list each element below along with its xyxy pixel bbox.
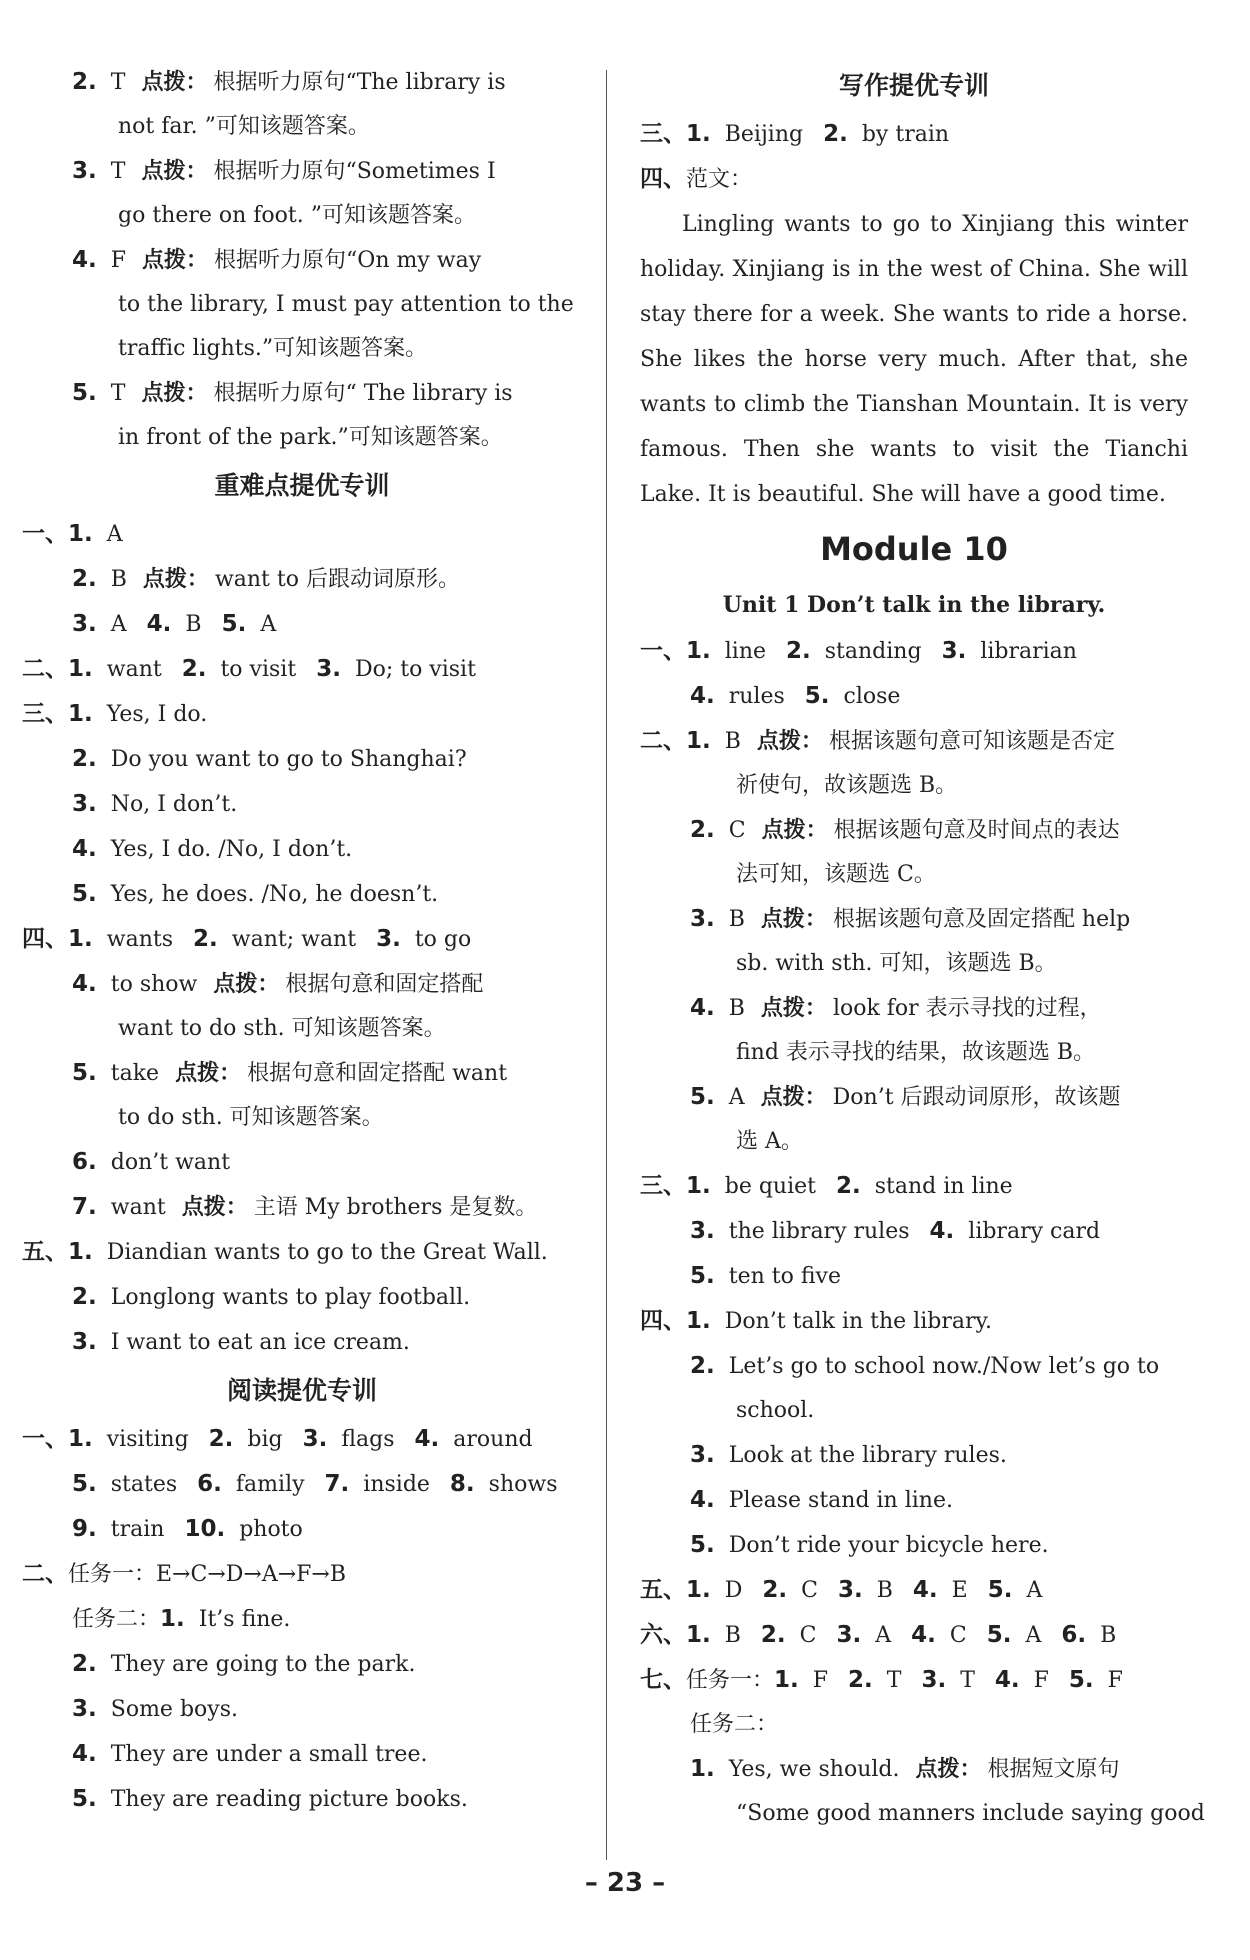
answer-text: A	[728, 1085, 745, 1110]
answer-text: Yes, he does. /No, he doesn’t.	[110, 882, 439, 907]
answer-text: B	[724, 1623, 741, 1648]
hint-text: look for 表示寻找的过程，	[832, 996, 1102, 1021]
answer-line	[22, 1417, 582, 1462]
answer-text: Let’s go to school now./Now let’s go to	[728, 1354, 1160, 1379]
answer-text: D	[724, 1578, 743, 1603]
question-number: 3.	[72, 158, 97, 184]
answer-text: They are reading picture books.	[110, 1787, 468, 1812]
answer-text: Look at the library rules.	[728, 1443, 1007, 1468]
question-number: 10.	[184, 1516, 226, 1542]
question-number: 2.	[823, 121, 848, 147]
continuation-line: traffic lights.”可知该题答案。	[118, 336, 428, 361]
answer-line	[640, 1209, 1188, 1254]
continuation-line: sb. with sth. 可知，该题选 B。	[736, 951, 1057, 976]
section-heading: 重难点提优专训	[214, 471, 390, 500]
question-number: 6.	[197, 1471, 222, 1497]
answer-line	[22, 371, 582, 416]
question-number: 2.	[690, 1353, 715, 1379]
answer-line	[640, 157, 1188, 202]
answer-line	[22, 149, 582, 194]
answer-text: librarian	[980, 639, 1077, 664]
hint-text: 根据该题句意及固定搭配 help	[832, 907, 1131, 932]
answer-text: Diandian wants to go to the Great Wall.	[106, 1240, 548, 1265]
answer-line	[22, 512, 582, 557]
answer-text: rules	[728, 684, 785, 709]
task-label: 任务二：	[72, 1607, 161, 1632]
answer-line	[22, 1507, 582, 1552]
question-number: 3.	[72, 1329, 97, 1355]
question-number: 2.	[193, 926, 218, 952]
question-number: 1.	[686, 1622, 711, 1648]
question-number: 2.	[181, 656, 207, 682]
answer-text: T	[110, 159, 126, 184]
continuation-line: find 表示寻找的结果，故该题选 B。	[736, 1040, 1096, 1065]
question-number: 1.	[686, 1308, 711, 1334]
continuation-line: go there on foot. ”可知该题答案。	[118, 203, 476, 228]
page-number: – 23 –	[584, 1868, 666, 1898]
answer-text: Don’t ride your bicycle here.	[728, 1533, 1049, 1558]
answer-line	[640, 112, 1188, 157]
answer-text: the library rules	[728, 1219, 910, 1244]
question-number: 5.	[690, 1532, 715, 1558]
question-number: 1.	[686, 121, 711, 147]
answer-text: to go	[414, 927, 472, 952]
section-number: 一、	[22, 1426, 68, 1452]
section-heading: 写作提优专训	[838, 71, 989, 100]
question-number: 5.	[690, 1263, 715, 1289]
question-number: 3.	[837, 1577, 863, 1603]
answer-text: flags	[341, 1427, 395, 1452]
question-number: 3.	[72, 791, 97, 817]
question-number: 4.	[912, 1577, 938, 1603]
section-number: 六、	[640, 1622, 686, 1648]
question-number: 7.	[72, 1194, 97, 1220]
question-number: 1.	[68, 1239, 93, 1265]
hint-label: 点拨：	[141, 70, 208, 95]
question-number: 2.	[762, 1577, 788, 1603]
answer-text: A	[106, 522, 123, 547]
question-number: 3.	[316, 656, 341, 682]
answer-line	[640, 1523, 1188, 1568]
answer-line	[22, 1230, 582, 1275]
answer-text: A	[1025, 1623, 1042, 1648]
question-number: 1.	[68, 926, 93, 952]
answer-line	[22, 872, 582, 917]
question-number: 8.	[449, 1471, 475, 1497]
question-number: 9.	[72, 1516, 97, 1542]
answer-line	[22, 692, 582, 737]
question-number: 3.	[941, 638, 967, 664]
answer-text: states	[110, 1472, 178, 1497]
question-number: 3.	[690, 906, 715, 932]
section-number: 四、	[640, 1308, 686, 1334]
question-number: 1.	[68, 656, 93, 682]
answer-text: F	[1107, 1668, 1123, 1693]
hint-text: 根据该题句意及时间点的表达	[833, 818, 1120, 843]
question-number: 2.	[208, 1426, 234, 1452]
answer-text: B	[728, 996, 745, 1021]
question-number: 1.	[686, 1577, 711, 1603]
answer-text: wants	[106, 927, 173, 952]
answer-text: B	[728, 907, 745, 932]
answer-text: T	[960, 1668, 975, 1693]
question-number: 4.	[72, 971, 97, 997]
answer-line	[22, 238, 582, 283]
answer-text: B	[876, 1578, 893, 1603]
question-number: 4.	[911, 1622, 936, 1648]
answer-text: around	[453, 1427, 533, 1452]
answer-text: family	[235, 1472, 305, 1497]
answer-text: They are going to the park.	[110, 1652, 416, 1677]
section-number: 三、	[640, 1173, 686, 1199]
question-number: 5.	[804, 683, 830, 709]
question-number: 5.	[72, 881, 97, 907]
hint-text: 根据句意和固定搭配 want	[247, 1061, 508, 1086]
answer-line	[22, 1462, 582, 1507]
question-number: 5.	[72, 1471, 97, 1497]
answer-text: library card	[968, 1219, 1101, 1244]
answer-text: C	[799, 1623, 817, 1648]
section-number: 一、	[22, 521, 68, 547]
question-number: 4.	[414, 1426, 440, 1452]
continuation-line: 祈使句，故该题选 B。	[736, 773, 958, 798]
question-number: 2.	[72, 746, 97, 772]
answer-text: Yes, I do.	[106, 702, 208, 727]
hint-label: 点拨：	[141, 159, 208, 184]
answer-line	[22, 557, 582, 602]
answer-text: take	[110, 1061, 160, 1086]
continuation-line: want to do sth. 可知该题答案。	[118, 1016, 446, 1041]
question-number: 3.	[376, 926, 401, 952]
answer-text: 任务一：E→C→D→A→F→B	[68, 1562, 347, 1587]
answer-line	[640, 1299, 1188, 1344]
answer-line	[22, 1687, 582, 1732]
question-number: 6.	[1061, 1622, 1087, 1648]
answer-text: be quiet	[724, 1174, 816, 1199]
answer-text: E	[951, 1578, 968, 1603]
hint-label: 点拨：	[760, 996, 827, 1021]
hint-label: 点拨：	[142, 248, 209, 273]
hint-label: 点拨：	[181, 1195, 248, 1220]
answer-text: 范文：	[686, 167, 753, 192]
task-label: 任务一：	[686, 1668, 775, 1693]
answer-line	[22, 917, 582, 962]
hint-label: 点拨：	[142, 567, 209, 592]
answer-text: F	[110, 248, 127, 273]
question-number: 3.	[690, 1218, 715, 1244]
answer-text: I want to eat an ice cream.	[110, 1330, 410, 1355]
question-number: 4.	[929, 1218, 955, 1244]
question-number: 3.	[72, 611, 97, 637]
left-column	[22, 60, 582, 1822]
answer-text: Some boys.	[110, 1697, 238, 1722]
answer-text: F	[1033, 1668, 1049, 1693]
hint-label: 点拨：	[760, 907, 827, 932]
question-number: 1.	[686, 638, 711, 664]
answer-text: C	[801, 1578, 818, 1603]
hint-text: Don’t 后跟动词原形，故该题	[832, 1085, 1121, 1110]
answer-text: B	[185, 612, 202, 637]
hint-text: 根据听力原句“Sometimes I	[213, 159, 496, 184]
question-number: 3.	[921, 1667, 947, 1693]
answer-text: Beijing	[724, 122, 804, 147]
answer-text: A	[1026, 1578, 1043, 1603]
unit-title: Unit 1 Don’t talk in the library.	[722, 592, 1106, 618]
hint-text: 根据听力原句“The library is	[213, 70, 506, 95]
section-number: 二、	[640, 728, 686, 754]
answer-text: B	[110, 567, 127, 592]
hint-label: 点拨：	[761, 818, 828, 843]
question-number: 1.	[686, 728, 711, 754]
question-number: 5.	[221, 611, 247, 637]
answer-text: big	[247, 1427, 283, 1452]
answer-text: train	[110, 1517, 165, 1542]
answer-line	[640, 629, 1188, 674]
answer-text: B	[1100, 1623, 1117, 1648]
answer-line	[640, 808, 1188, 853]
answer-text: Yes, we should.	[728, 1757, 900, 1782]
section-number: 五、	[640, 1577, 686, 1603]
question-number: 4.	[146, 611, 172, 637]
section-heading: 阅读提优专训	[226, 1376, 377, 1405]
answer-text: Longlong wants to play football.	[110, 1285, 471, 1310]
question-number: 1.	[686, 1173, 711, 1199]
question-number: 4.	[690, 683, 715, 709]
answer-line	[640, 1344, 1188, 1389]
question-number: 5.	[986, 1622, 1012, 1648]
right-column	[640, 60, 1205, 1836]
answer-line	[22, 1140, 582, 1185]
hint-text: 根据该题句意可知该题是否定	[828, 729, 1115, 754]
hint-text: 根据听力原句“On my way	[214, 248, 482, 273]
answer-line	[640, 1478, 1188, 1523]
answer-text: want	[110, 1195, 166, 1220]
question-number: 2.	[848, 1667, 873, 1693]
question-number: 2.	[836, 1173, 861, 1199]
answer-text: It’s fine.	[198, 1607, 291, 1632]
answer-line	[640, 1568, 1188, 1613]
question-number: 4.	[994, 1667, 1020, 1693]
model-essay: Lingling wants to go to Xinjiang this winter holiday. Xinjiang is in the west of China. She will stay there for a week. She wants to ride a horse. She likes the horse very much. After that, she wants to climb the Tianshan Mountain. It is very famous. Then she wants to visit the Tianchi Lake. It is beautiful. She will have a good time.	[640, 212, 1188, 507]
answer-text: They are under a small tree.	[110, 1742, 428, 1767]
answer-text: T	[886, 1668, 902, 1693]
answer-line	[640, 897, 1188, 942]
answer-line	[640, 986, 1188, 1031]
continuation-line: 法可知，该题选 C。	[736, 862, 936, 887]
continuation-line: in front of the park.”可知该题答案。	[118, 425, 503, 450]
answer-text: Yes, I do. /No, I don’t.	[110, 837, 353, 862]
hint-label: 点拨：	[915, 1757, 982, 1782]
question-number: 3.	[72, 1696, 97, 1722]
hint-label: 点拨：	[756, 729, 823, 754]
answer-text: to visit	[220, 657, 297, 682]
answer-text: A	[875, 1623, 892, 1648]
answer-text: A	[110, 612, 127, 637]
question-number: 5.	[690, 1084, 715, 1110]
question-number: 5.	[72, 1786, 97, 1812]
answer-text: photo	[239, 1517, 303, 1542]
question-number: 2.	[72, 1284, 97, 1310]
continuation-line: not far. ”可知该题答案。	[118, 114, 370, 139]
section-number: 五、	[22, 1239, 68, 1265]
question-number: 5.	[72, 1060, 97, 1086]
question-number: 3.	[302, 1426, 328, 1452]
continuation-line: 选 A。	[736, 1129, 803, 1154]
hint-text: want to 后跟动词原形。	[214, 567, 460, 592]
question-number: 2.	[760, 1622, 786, 1648]
answer-text: standing	[824, 639, 922, 664]
module-title: Module 10	[820, 530, 1008, 568]
answer-text: close	[843, 684, 901, 709]
question-number: 7.	[324, 1471, 350, 1497]
answer-line	[640, 1703, 1188, 1747]
section-number: 三、	[640, 121, 686, 147]
answer-text: B	[724, 729, 741, 754]
question-number: 6.	[72, 1149, 97, 1175]
answer-text: T	[110, 381, 126, 406]
answer-text: ten to five	[728, 1264, 841, 1289]
question-number: 3.	[690, 1442, 715, 1468]
answer-text: inside	[363, 1472, 430, 1497]
answer-line	[22, 647, 582, 692]
continuation-line: to do sth. 可知该题答案。	[118, 1105, 384, 1130]
answer-text: A	[260, 612, 277, 637]
column-divider	[606, 70, 607, 1860]
answer-line	[22, 1320, 582, 1365]
section-number: 四、	[640, 166, 686, 192]
answer-line	[22, 1777, 582, 1822]
hint-text: 根据句意和固定搭配	[285, 972, 484, 997]
answer-line	[640, 719, 1188, 764]
answer-line	[640, 1433, 1188, 1478]
question-number: 4.	[72, 1741, 97, 1767]
section-number: 一、	[640, 638, 686, 664]
answer-line	[640, 1658, 1188, 1703]
answer-line	[22, 737, 582, 782]
question-number: 2.	[72, 566, 97, 592]
answer-line	[22, 782, 582, 827]
answer-line	[640, 1254, 1188, 1299]
hint-text: 根据短文原句	[987, 1757, 1120, 1782]
answer-line	[640, 674, 1188, 719]
answer-line	[22, 602, 582, 647]
answer-text: line	[724, 639, 767, 664]
answer-text: Please stand in line.	[728, 1488, 953, 1513]
question-number: 1.	[68, 701, 93, 727]
section-number: 二、	[22, 656, 68, 682]
continuation-line: to the library, I must pay attention to the	[118, 292, 574, 317]
question-number: 5.	[1068, 1667, 1094, 1693]
question-number: 1.	[68, 1426, 93, 1452]
answer-text: Don’t talk in the library.	[724, 1309, 992, 1334]
answer-text: No, I don’t.	[110, 792, 238, 817]
question-number: 4.	[690, 995, 715, 1021]
answer-text: C	[728, 818, 746, 843]
section-number: 三、	[22, 701, 68, 727]
hint-label: 点拨：	[213, 972, 280, 997]
answer-text: T	[110, 70, 126, 95]
section-number: 二、	[22, 1561, 68, 1587]
answer-line	[640, 1164, 1188, 1209]
answer-text: stand in line	[874, 1174, 1013, 1199]
answer-text: Do you want to go to Shanghai?	[110, 747, 467, 772]
section-number: 七、	[640, 1667, 686, 1693]
answer-line	[22, 1275, 582, 1320]
question-number: 4.	[72, 836, 97, 862]
answer-text: F	[812, 1668, 829, 1693]
answer-line	[640, 1747, 1188, 1792]
answer-text: Do; to visit	[354, 657, 476, 682]
answer-text: want	[106, 657, 162, 682]
question-number: 3.	[836, 1622, 862, 1648]
answer-line	[22, 962, 582, 1007]
question-number: 5.	[987, 1577, 1013, 1603]
hint-label: 点拨：	[175, 1061, 242, 1086]
answer-line	[22, 1185, 582, 1230]
question-number: 1.	[774, 1667, 799, 1693]
question-number: 4.	[72, 247, 97, 273]
answer-text: C	[949, 1623, 967, 1648]
continuation-line: “Some good manners include saying good	[736, 1801, 1205, 1826]
hint-text: 主语 My brothers 是复数。	[253, 1195, 538, 1220]
question-number: 1.	[68, 521, 93, 547]
question-number: 2.	[786, 638, 811, 664]
answer-text: don’t want	[110, 1150, 231, 1175]
answer-text: to show	[110, 972, 198, 997]
continuation-line: school.	[736, 1398, 815, 1423]
question-number: 1.	[690, 1756, 715, 1782]
question-number: 4.	[690, 1487, 715, 1513]
question-number: 1.	[160, 1606, 185, 1632]
answer-line	[22, 60, 582, 105]
answer-line	[22, 1597, 582, 1642]
answer-line	[22, 1732, 582, 1777]
answer-line	[22, 1642, 582, 1687]
hint-text: 根据听力原句“ The library is	[213, 381, 513, 406]
question-number: 2.	[72, 1651, 97, 1677]
question-number: 5.	[72, 380, 97, 406]
hint-label: 点拨：	[760, 1085, 827, 1110]
section-number: 四、	[22, 926, 68, 952]
question-number: 2.	[690, 817, 715, 843]
answer-line	[640, 1613, 1188, 1658]
answer-line	[22, 1552, 582, 1597]
question-number: 2.	[72, 69, 97, 95]
answer-line	[640, 1075, 1188, 1120]
answer-text: want; want	[231, 927, 357, 952]
answer-line	[22, 1051, 582, 1096]
answer-text: shows	[488, 1472, 558, 1497]
answer-text: 任务二：	[690, 1712, 779, 1737]
hint-label: 点拨：	[141, 381, 208, 406]
answer-text: visiting	[106, 1427, 189, 1452]
answer-line	[22, 827, 582, 872]
answer-text: by train	[861, 122, 950, 147]
